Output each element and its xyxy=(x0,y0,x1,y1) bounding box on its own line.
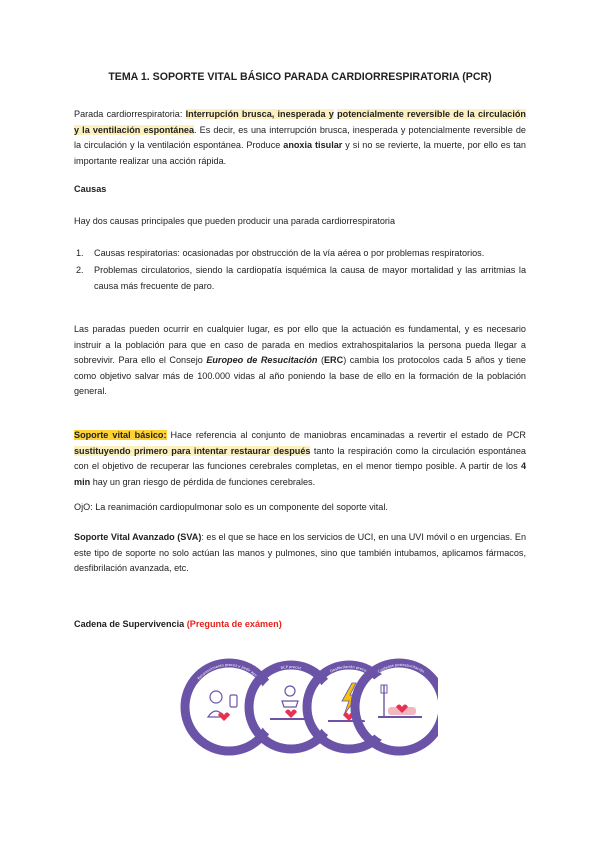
ring-3-top-label: Desfibrilación precoz xyxy=(329,664,369,674)
intro-bold-term: anoxia tisular xyxy=(283,140,343,150)
list-item: 1. Causas respiratorias: ocasionadas por obstrucción de la vía aérea o por problemas respiratorios. xyxy=(76,248,485,258)
ring-4-bottom-label: para restaurar la calidad de vida xyxy=(372,725,428,741)
cadena-heading: Cadena de Supervivencia (Pregunta de exámen) xyxy=(74,619,282,629)
list-item: 2. Problemas circulatorios, siendo la cardiopatía isquémica la causa de mayor mortalidad y las arritmias la causa más frecuente de paro. xyxy=(76,265,526,291)
page-title: TEMA 1. SOPORTE VITAL BÁSICO PARADA CARDIORRESPIRATORIA (PCR) xyxy=(108,71,492,83)
ring-1-top-label: Reconocimiento precoz y pedir ayuda xyxy=(196,662,262,681)
ring-4-top-label: Cuidados postresucitación xyxy=(377,662,425,674)
causas-list xyxy=(74,246,526,296)
chain-of-survival-diagram xyxy=(178,655,438,759)
svb-label: Soporte vital básico: xyxy=(74,430,167,440)
exam-note: (Pregunta de exámen) xyxy=(186,619,282,629)
intro-highlight-1: Interrupción brusca, inesperada y xyxy=(185,109,334,119)
svb-paragraph: Soporte vital básico: Hace referencia al conjunto de maniobras encaminadas a revertir el estado de PCR sustituyendo primero para intentar restaurar después tanto la respiración como la circulación espontánea con el objetivo de recuperar las funciones cerebrales completas, en el menor tiempo posible. A partir de los 4 min hay un gran riesgo de pérdida de funciones cerebrales. xyxy=(74,430,526,487)
ring-4-post-resuscitation xyxy=(355,663,438,751)
intro-highlight-2: potencialmente reversible de la circulación y la ventilación espontánea xyxy=(74,109,526,135)
causas-heading: Causas xyxy=(74,184,107,194)
ring-3-bottom-label: para reiniciar el corazón xyxy=(327,731,371,742)
svb-bold-time: 4 min xyxy=(74,461,526,487)
causas-intro: Hay dos causas principales que pueden producir una parada cardiorrespiratoria xyxy=(74,216,395,226)
intro-lead: Parada cardiorrespiratoria: xyxy=(74,109,186,119)
erc-acronym: ERC xyxy=(323,355,344,365)
ring-2-top-label: RCP precoz xyxy=(280,664,302,671)
erc-name: Europeo de Resucitación xyxy=(206,355,318,365)
ring-1-bottom-label: para prevenir la parada cardíaca xyxy=(201,728,257,744)
svg-text:RCP precoz xyxy=(280,665,301,670)
ring-2-bottom-label: para ganar tiempo xyxy=(274,734,308,742)
sva-label: Soporte Vital Avanzado (SVA) xyxy=(74,532,202,542)
paradas-paragraph: Las paradas pueden ocurrir en cualquier lugar, es por ello que la actuación es fundamental, y es necesario instruir a la población para que en caso de parada en medios extrahospitalarios la persona pueda llegar a sobrevivir. Para ello el Consejo Europeo de Resucitación (ERC) cambia los protocolos cada 5 años y tiene como objetivo salvar más de 100.000 vidas al año poniendo la base de ello en la formación de la población general. xyxy=(74,324,526,396)
ojo-note: OjO: La reanimación cardiopulmonar solo es un componente del soporte vital. xyxy=(74,502,388,512)
intro-paragraph: Parada cardiorrespiratoria: Interrupción brusca, inesperada y potencialmente reversible de la circulación y la ventilación espontánea. Es decir, es una interrupción brusca, inesperada y potencialmente reversible de la circulación y la ventilación espontánea. Produce anoxia tisular y si no se revierte, la muerte, por ello es tan importante realizar una acción rápida. xyxy=(74,109,526,166)
sva-paragraph: Soporte Vital Avanzado (SVA): es el que se hace en los servicios de UCI, en una UVI móvil o en urgencias. En este tipo de soporte no solo actúan las manos y pulmones, sino que también intubamos, aplicamos fármacos, desfibrilación avanzada, etc. xyxy=(74,532,526,573)
svb-highlight: sustituyendo primero para intentar restaurar después xyxy=(74,445,311,456)
